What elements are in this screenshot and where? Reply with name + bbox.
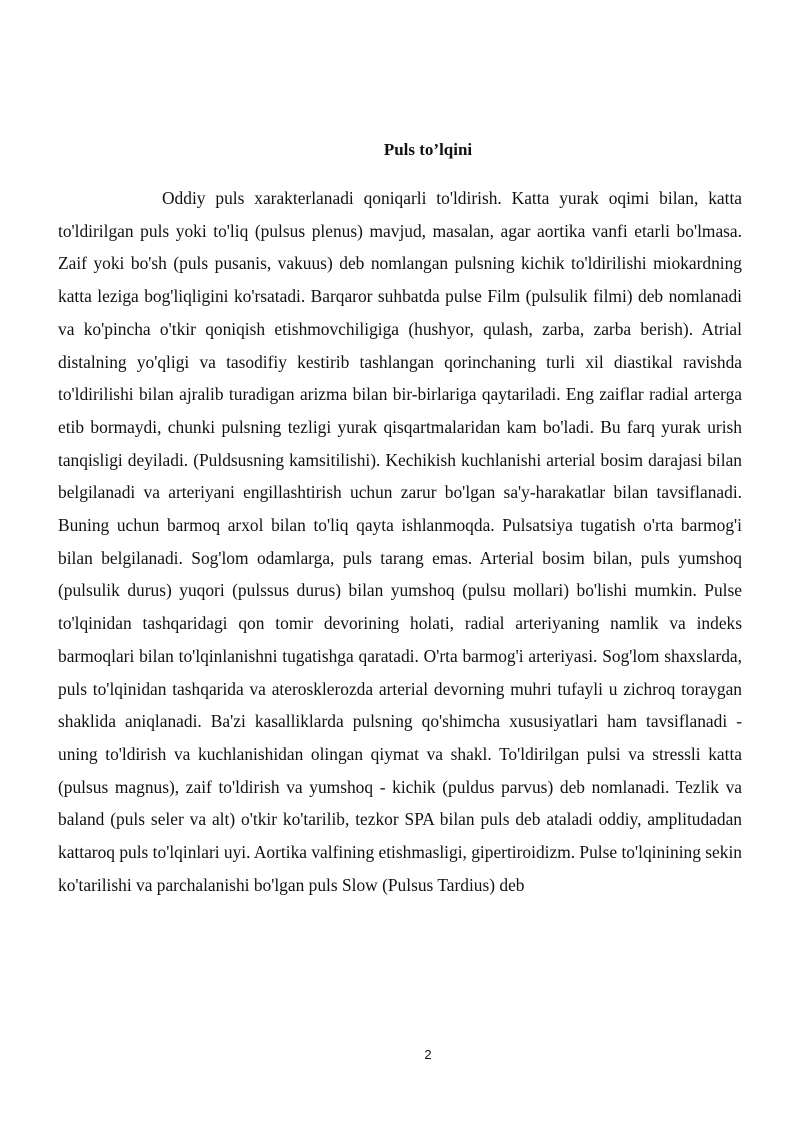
- body-paragraph: Oddiy puls xarakterlanadi qoniqarli to'ldirish. Katta yurak oqimi bilan, katta to'ldirilgan puls yoki to'liq (pulsus plenus) mavjud, masalan, agar aortika vanfi etarli bo'lmasa. Zaif yoki bo'sh (puls pusanis, vakuus) deb nomlangan pulsning kichik to'ldirilishi miokardning katta leziga bog'liqligini ko'rsatadi. Barqaror suhbatda pulse Film (pulsulik filmi) deb nomlanadi va ko'pincha o'tkir qoniqish etishmovchiligiga (hushyor, qulash, zarba, zarba berish). Atrial distalning yo'qligi va tasodifiy kestirib tashlangan qorinchaning turli xil diastikal ravishda to'ldirilishi bilan ajralib turadigan arizma bilan bir-birlariga qaytariladi. Eng zaiflar radial arterga etib bormaydi, chunki pulsning tezligi yurak qisqartmalaridan kam bo'ladi. Bu farq yurak urish tanqisligi deyiladi. (Puldsusning kamsitilishi). Kechikish kuchlanishi arterial bosim darajasi bilan belgilanadi va arteriyani engillashtirish uchun zarur bo'lgan sa'y-harakatlar bilan tavsiflanadi. Buning uchun barmoq arxol bilan to'liq qayta ishlanmoqda. Pulsatsiya tugatish o'rta barmog'i bilan belgilanadi. Sog'lom odamlarga, puls tarang emas. Arterial bosim bilan, puls yumshoq (pulsulik durus) yuqori (pulssus durus) bilan yumshoq (pulsu mollari) bo'lishi mumkin. Pulse to'lqinidan tashqaridagi qon tomir devorining holati, radial arteriyaning namlik va indeks barmoqlari bilan to'lqinlanishni tugatishga qaratadi. O'rta barmog'i arteriyasi. Sog'lom shaxslarda, puls to'lqinidan tashqarida va aterosklerozda arterial devorning muhri tufayli u zichroq toraygan shaklida aniqlanadi. Ba'zi kasalliklarda pulsning qo'shimcha xususiyatlari ham tavsiflanadi - uning to'ldirish va kuchlanishidan olingan qiymat va shakl. To'ldirilgan pulsi va stressli katta (pulsus magnus), zaif to'ldirish va yumshoq - kichik (puldus parvus) deb nomlanadi. Tezlik va baland (puls seler va alt) o'tkir ko'tarilib, tezkor SPA bilan puls deb ataladi oddiy, amplitudadan kattaroq puls to'lqinlari uyi. Aortika valfining etishmasligi, gipertiroidizm. Pulse to'lqinining sekin ko'tarilishi va parchalanishi bo'lgan puls Slow (Pulsus Tardius) deb: [58, 188, 742, 895]
- page-number: 2: [424, 1047, 432, 1062]
- page-title: Puls to’lqini: [383, 140, 473, 159]
